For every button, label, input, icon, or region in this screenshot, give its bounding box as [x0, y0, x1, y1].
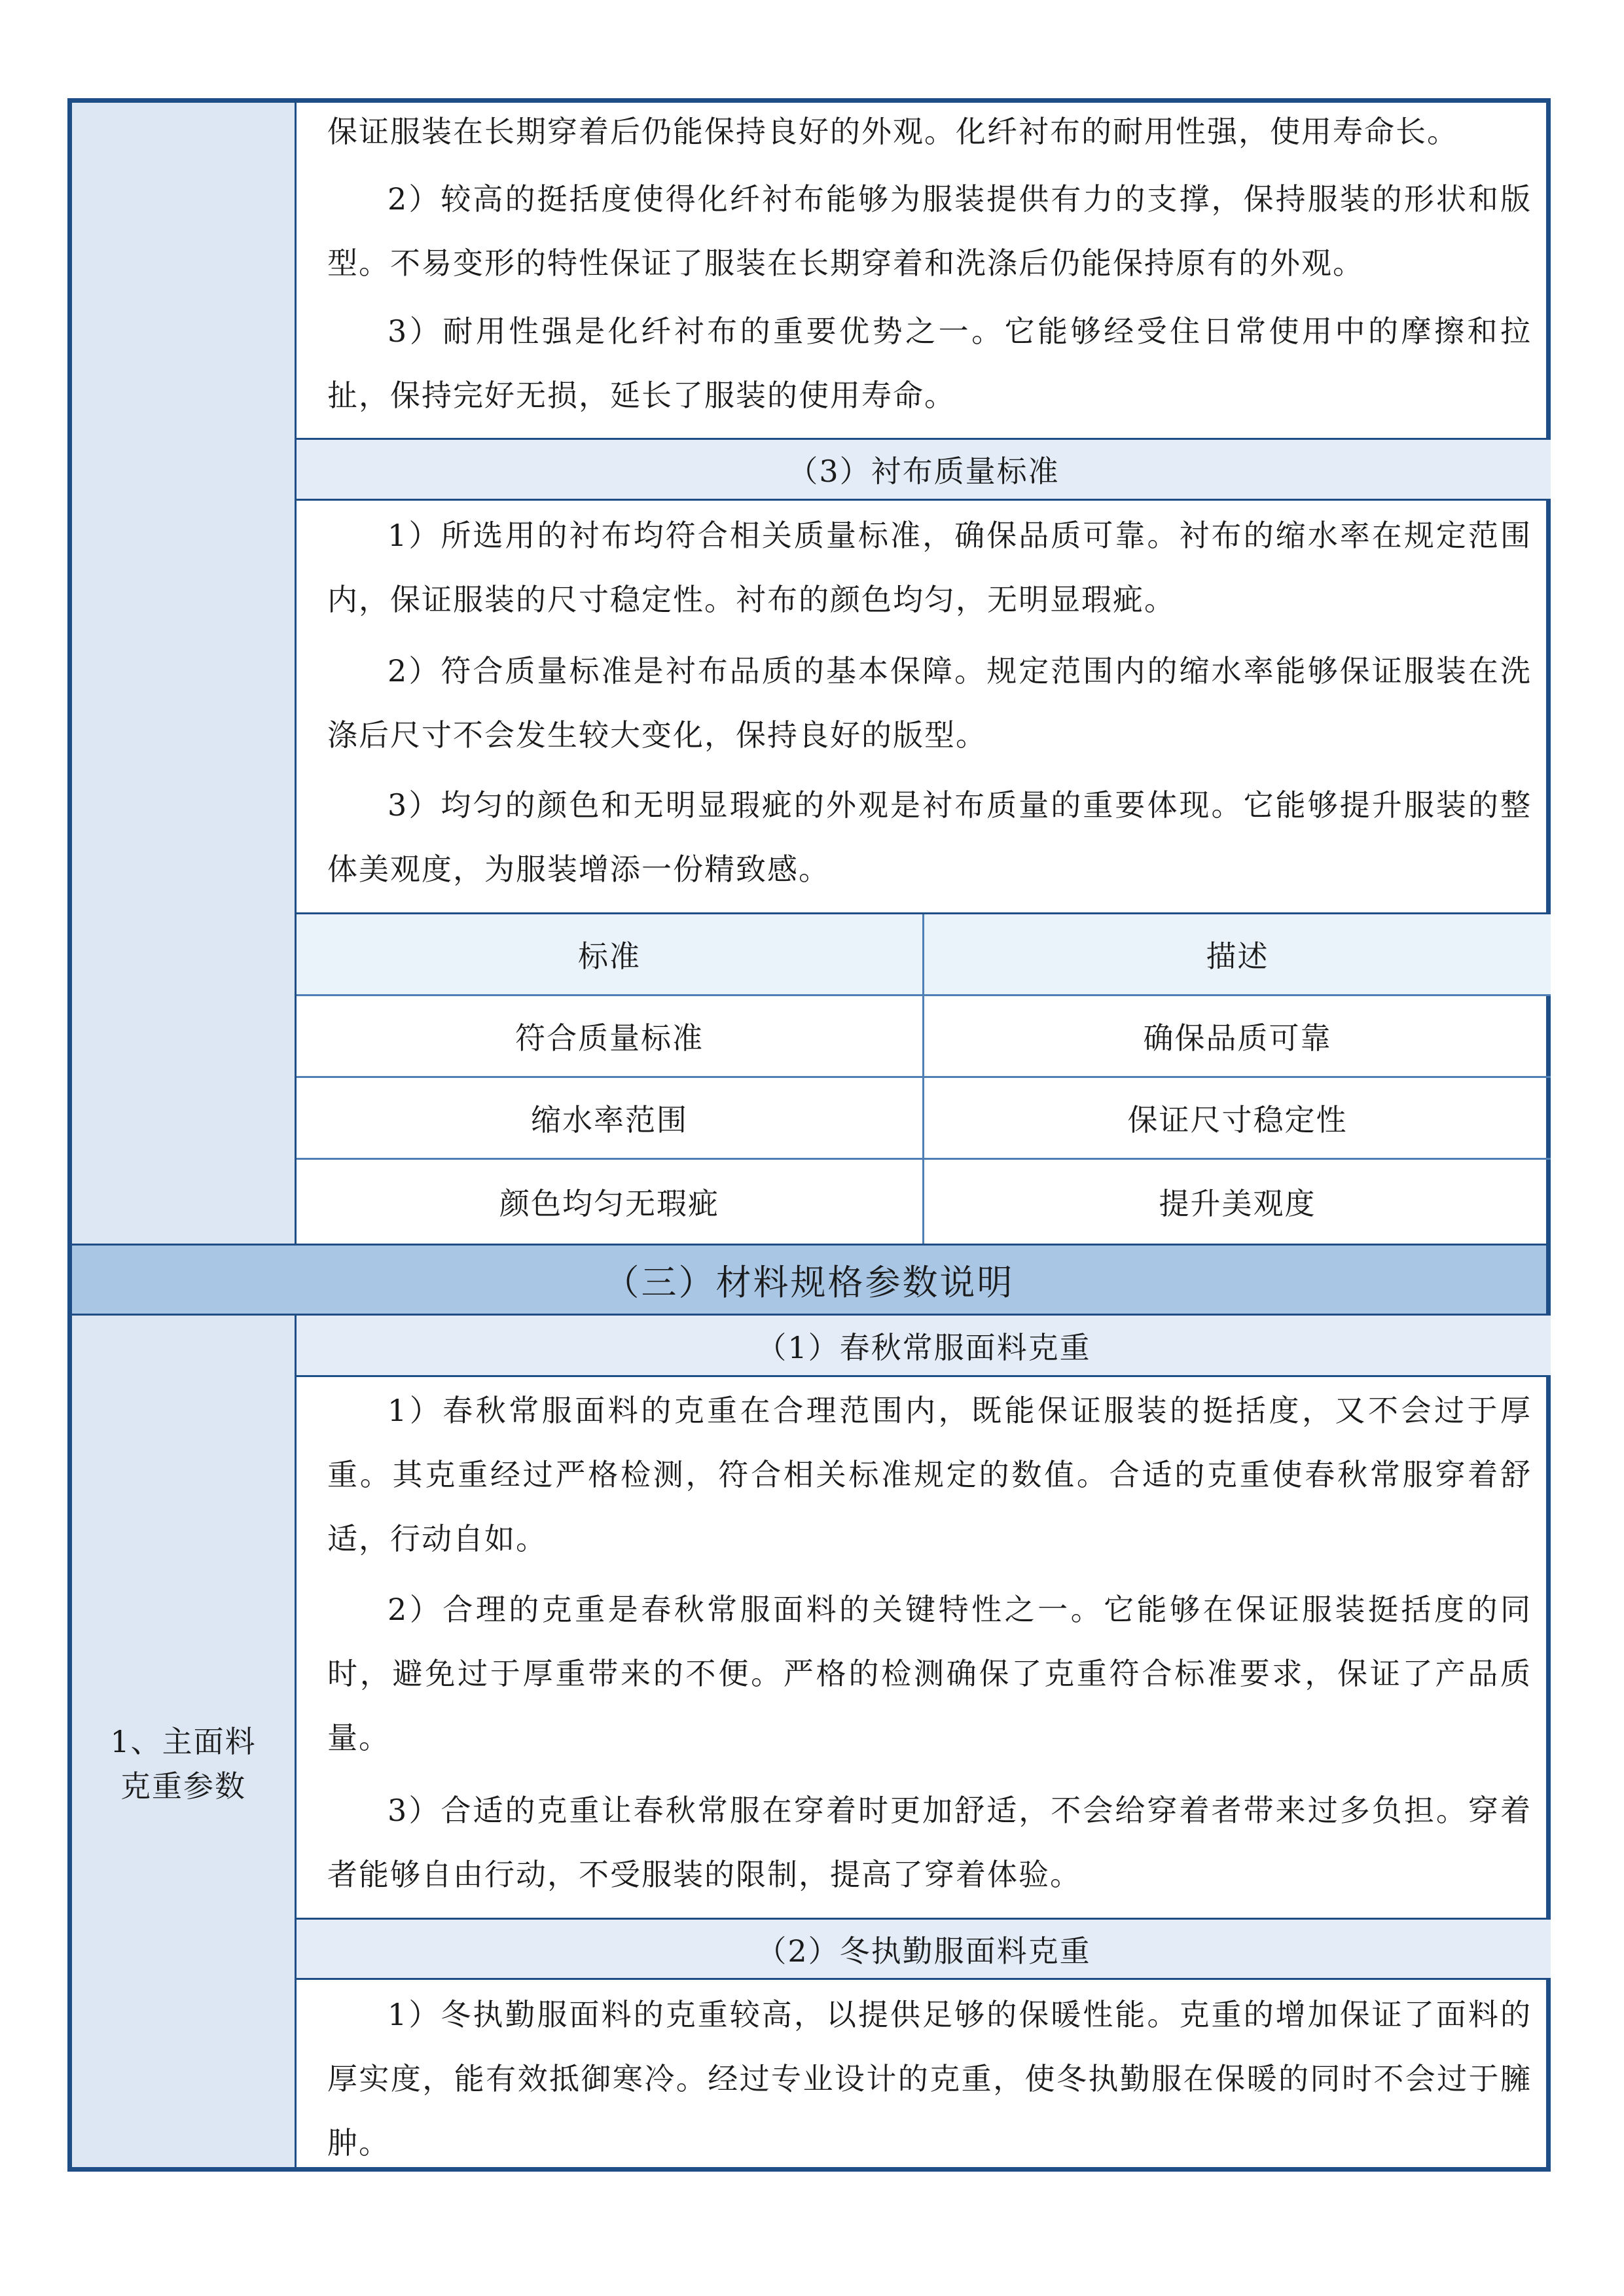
quality-paragraph-3: 3）均匀的颜色和无明显瑕疵的外观是衬布质量的重要体现。它能够提升服装的整体美观度，为服装增添一份精致感。	[327, 787, 1532, 887]
document-frame	[67, 98, 1551, 2172]
table-header-standard: 标准	[297, 914, 922, 994]
table-cell: 保证尺寸稳定性	[1127, 1102, 1348, 1138]
table-cell: 缩水率范围	[531, 1102, 688, 1138]
table-cell: 提升美观度	[1159, 1186, 1316, 1221]
quality-paragraph-2: 2）符合质量标准是衬布品质的基本保障。规定范围内的缩水率能够保证服装在洗涤后尺寸不会发生较大变化，保持良好的版型。	[327, 653, 1532, 753]
quality-paragraph-1: 1）所选用的衬布均符合相关质量标准，确保品质可靠。衬布的缩水率在规定范围内，保证服装的尺寸稳定性。衬布的颜色均匀，无明显瑕疵。	[327, 518, 1532, 617]
table-cell: 确保品质可靠	[1143, 1020, 1332, 1056]
category-label	[72, 1719, 295, 1808]
quality-standard-heading: （3）衬布质量标准	[297, 440, 1551, 499]
winter-duty-paragraph-1: 1）冬执勤服面料的克重较高，以提供足够的保暖性能。克重的增加保证了面料的厚实度，能有效抵御寒冷。经过专业设计的克重，使冬执勤服在保暖的同时不会过于臃肿。	[327, 1997, 1532, 2161]
top-paragraph-2: 2）较高的挺括度使得化纤衬布能够为服装提供有力的支撑，保持服装的形状和版型。不易变形的特性保证了服装在长期穿着和洗涤后仍能保持原有的外观。	[327, 181, 1532, 281]
spring-autumn-heading: （1）春秋常服面料克重	[297, 1316, 1551, 1375]
table-header-description: 描述	[924, 914, 1551, 994]
top-paragraph-3: 3）耐用性强是化纤衬布的重要优势之一。它能够经受住日常使用中的摩擦和拉扯，保持完好无损，延长了服装的使用寿命。	[327, 314, 1532, 413]
left-column-top	[72, 103, 295, 1244]
spring-autumn-paragraph-3: 3）合适的克重让春秋常服在穿着时更加舒适，不会给穿着者带来过多负担。穿着者能够自由行动，不受服装的限制，提高了穿着体验。	[327, 1793, 1532, 1892]
table-cell: 颜色均匀无瑕疵	[499, 1186, 719, 1221]
category-label-line2: 克重参数	[120, 1768, 246, 1804]
spring-autumn-paragraph-2: 2）合理的克重是春秋常服面料的关键特性之一。它能够在保证服装挺括度的同时，避免过于厚重带来的不便。严格的检测确保了克重符合标准要求，保证了产品质量。	[327, 1592, 1532, 1755]
category-label-line1: 1、主面料	[110, 1724, 257, 1759]
top-paragraph-1: 保证服装在长期穿着后仍能保持良好的外观。化纤衬布的耐用性强，使用寿命长。	[327, 114, 1458, 149]
section-three-title: （三）材料规格参数说明	[72, 1246, 1546, 1314]
spring-autumn-paragraph-1: 1）春秋常服面料的克重在合理范围内，既能保证服装的挺括度，又不会过于厚重。其克重经过严格检测，符合相关标准规定的数值。合适的克重使春秋常服穿着舒适，行动自如。	[327, 1393, 1532, 1556]
winter-duty-heading: （2）冬执勤服面料克重	[297, 1920, 1551, 1978]
left-column-divider	[295, 103, 297, 1244]
table-cell: 符合质量标准	[515, 1020, 704, 1056]
left-column-divider	[295, 1316, 297, 2167]
